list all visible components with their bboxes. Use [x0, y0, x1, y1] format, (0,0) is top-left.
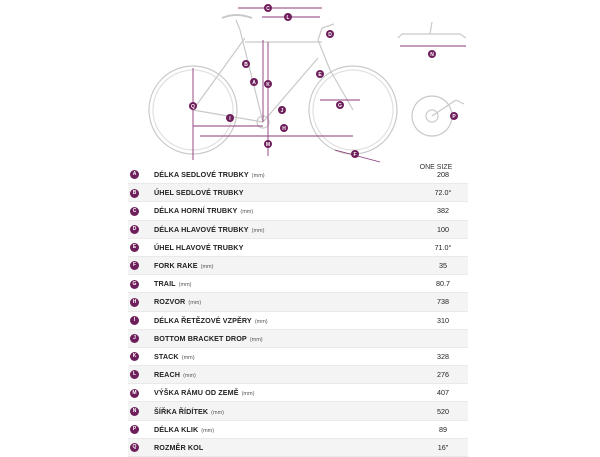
row-value: 16" [418, 438, 468, 456]
label-a [250, 78, 258, 86]
label-p-text: P [452, 114, 456, 120]
row-code-badge: P [130, 425, 139, 434]
row-name: STACK [154, 351, 179, 361]
table-row [128, 202, 468, 220]
row-name-cell [154, 402, 418, 420]
row-code-badge: B [130, 189, 139, 198]
row-unit: (mm) [254, 318, 268, 325]
label-n-text: N [430, 52, 434, 58]
row-unit: (mm) [249, 336, 263, 343]
label-l-text: L [286, 15, 290, 21]
row-badge-cell [128, 293, 154, 311]
row-badge-cell [128, 275, 154, 293]
row-name-cell [154, 384, 418, 402]
row-badge-cell [128, 384, 154, 402]
label-d [326, 30, 334, 38]
row-unit: (mm) [178, 282, 192, 289]
row-code-badge: L [130, 370, 139, 379]
row-name: BOTTOM BRACKET DROP [154, 333, 247, 343]
row-code-badge: I [130, 316, 139, 325]
table-row [128, 438, 468, 456]
row-name: ROZMĚR KOL [154, 442, 204, 452]
label-q [189, 102, 197, 110]
row-name: DÉLKA KLIK [154, 424, 199, 434]
row-unit: (mm) [181, 354, 195, 361]
label-c [264, 4, 272, 12]
label-m-text: M [265, 142, 271, 148]
row-value [418, 329, 468, 347]
row-badge-cell [128, 366, 154, 384]
row-code-badge: Q [130, 443, 139, 452]
row-badge-cell [128, 329, 154, 347]
label-k [264, 80, 272, 88]
row-name-cell [154, 166, 418, 184]
label-j [278, 106, 286, 114]
bike-geometry-diagram [0, 0, 600, 168]
row-unit: (mm) [211, 409, 224, 416]
label-b-text: B [244, 62, 248, 68]
table-row [128, 311, 468, 329]
label-h [280, 124, 288, 132]
row-badge-cell [128, 238, 154, 256]
size-column-header: ONE SIZE [419, 164, 453, 171]
row-value: 80.7 [418, 275, 468, 293]
row-code-badge: H [130, 298, 139, 307]
row-value: 520 [418, 402, 468, 420]
row-name: ŠÍŘKA ŘÍDÍTEK [154, 406, 209, 416]
row-code-badge: F [130, 261, 139, 270]
row-code-badge: A [130, 170, 139, 179]
label-i-text: I [229, 116, 231, 122]
row-unit: (mm) [241, 391, 255, 398]
row-badge-cell [128, 311, 154, 329]
table-row [128, 184, 468, 202]
handlebar-drawing [398, 22, 466, 38]
label-e [316, 70, 324, 78]
table-row [128, 293, 468, 311]
table-row [128, 238, 468, 256]
row-name: VÝŠKA RÁMU OD ZEMĚ [154, 388, 239, 398]
label-l [284, 13, 292, 21]
row-unit: (mm) [200, 264, 214, 271]
label-k-text: K [266, 82, 270, 88]
row-name: ROZVOR [154, 297, 186, 307]
label-g [336, 101, 344, 109]
row-unit: (mm) [240, 209, 254, 216]
row-code-badge: C [130, 207, 139, 216]
row-code-badge: N [130, 407, 139, 416]
row-name-cell [154, 329, 418, 347]
table-row [128, 366, 468, 384]
row-value: 407 [418, 384, 468, 402]
label-f [351, 150, 359, 158]
row-name-cell [154, 347, 418, 365]
row-value: 35 [418, 256, 468, 274]
label-e-text: E [318, 72, 322, 78]
row-value: 72.0° [418, 184, 468, 202]
geometry-table [128, 166, 468, 457]
row-name-cell [154, 184, 418, 202]
row-name-cell [154, 256, 418, 274]
label-g-text: G [338, 103, 342, 109]
row-value: 89 [418, 420, 468, 438]
row-unit: (mm) [201, 427, 215, 434]
row-badge-cell [128, 202, 154, 220]
row-name: DÉLKA SEDLOVÉ TRUBKY [154, 170, 249, 180]
row-code-badge: E [130, 243, 139, 252]
row-value: 310 [418, 311, 468, 329]
row-badge-cell [128, 220, 154, 238]
label-h-text: H [282, 126, 286, 132]
row-name-cell [154, 311, 418, 329]
row-value: 382 [418, 202, 468, 220]
table-row [128, 166, 468, 184]
label-i [226, 114, 234, 122]
row-badge-cell [128, 256, 154, 274]
label-m [264, 140, 272, 148]
row-name-cell [154, 202, 418, 220]
label-p [450, 112, 458, 120]
row-name: REACH [154, 370, 181, 380]
row-unit: (mm) [251, 227, 265, 234]
row-code-badge: D [130, 225, 139, 234]
row-code-badge: G [130, 280, 139, 289]
row-unit: (mm) [183, 373, 196, 380]
row-name: DÉLKA HORNÍ TRUBKY [154, 206, 238, 216]
row-name: DÉLKA ŘETĚZOVÉ VZPĚRY [154, 315, 252, 325]
row-name: FORK RAKE [154, 261, 198, 271]
table-row [128, 329, 468, 347]
row-badge-cell [128, 184, 154, 202]
bike-frame-drawing [149, 15, 397, 154]
row-badge-cell [128, 402, 154, 420]
row-badge-cell [128, 347, 154, 365]
row-name: DÉLKA HLAVOVÉ TRUBKY [154, 224, 249, 234]
row-name-cell [154, 438, 418, 456]
row-code-badge: M [130, 389, 139, 398]
row-unit: (mm) [188, 300, 202, 307]
table-row [128, 275, 468, 293]
label-a-text: A [252, 80, 256, 86]
label-n [428, 50, 436, 58]
row-name-cell [154, 366, 418, 384]
row-unit: (mm) [251, 173, 265, 180]
table-row [128, 384, 468, 402]
row-name-cell [154, 238, 418, 256]
row-value: 328 [418, 347, 468, 365]
row-name-cell [154, 220, 418, 238]
table-row [128, 256, 468, 274]
row-name: ÚHEL HLAVOVÉ TRUBKY [154, 242, 244, 252]
row-name-cell [154, 293, 418, 311]
geometry-table-body [128, 166, 468, 457]
table-row [128, 220, 468, 238]
row-code-badge: K [130, 352, 139, 361]
row-value: 208 [418, 166, 468, 184]
table-row [128, 420, 468, 438]
row-badge-cell [128, 438, 154, 456]
table-row [128, 402, 468, 420]
label-q-text: Q [191, 104, 195, 110]
row-name-cell [154, 275, 418, 293]
label-b [242, 60, 250, 68]
row-badge-cell [128, 420, 154, 438]
table-row [128, 347, 468, 365]
label-j-text: J [280, 108, 284, 114]
row-name-cell [154, 420, 418, 438]
label-c-text: C [266, 6, 270, 12]
row-name: ÚHEL SEDLOVÉ TRUBKY [154, 188, 244, 198]
label-f-text: F [353, 152, 357, 158]
row-value: 738 [418, 293, 468, 311]
row-name: TRAIL [154, 279, 176, 289]
label-d-text: D [328, 32, 332, 38]
row-value: 71.0° [418, 238, 468, 256]
row-value: 100 [418, 220, 468, 238]
row-value: 276 [418, 366, 468, 384]
row-code-badge: J [130, 334, 139, 343]
row-badge-cell [128, 166, 154, 184]
